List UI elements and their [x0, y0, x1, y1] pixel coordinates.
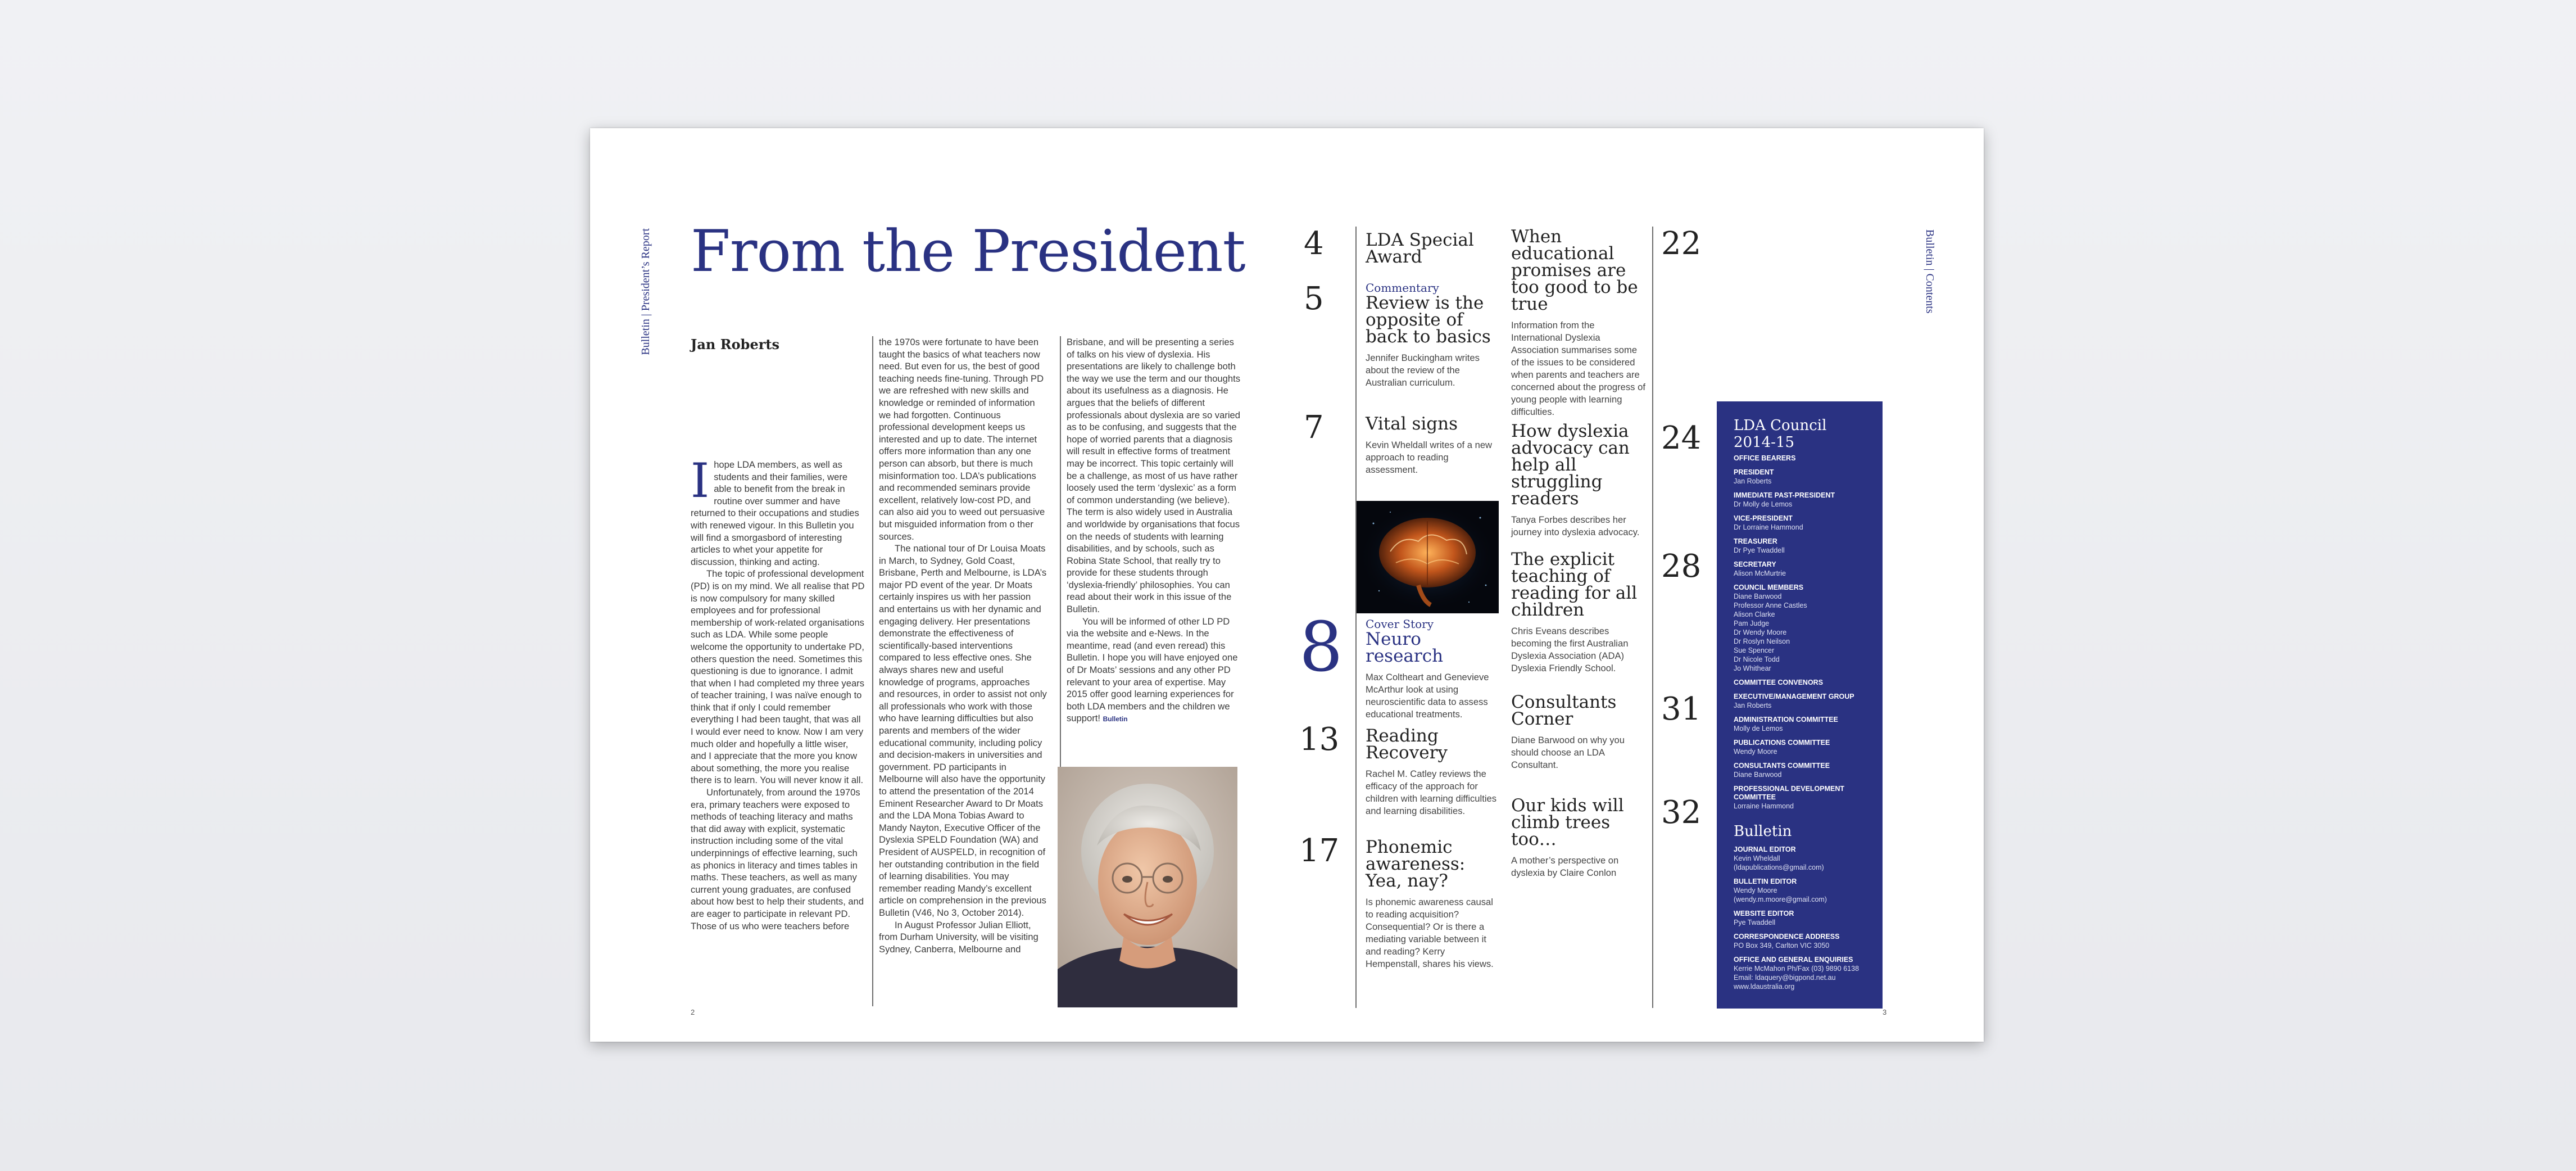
member-name: Pam Judge [1734, 620, 1770, 627]
council-title: LDA Council 2014-15 [1734, 417, 1827, 451]
entry-description: Chris Eveans describes becoming the first Australian Dyslexia Association (ADA) Dyslexia Friendly School. [1511, 626, 1629, 673]
page-title: From the President [691, 218, 1245, 285]
paragraph: You will be informed of other LD PD via the website and e-News. In the meantime, read (and even reread) this Bulletin. I hope you will have enjoyed one of Dr Moats’ sessions and any other PD relevant to your area of expertise. May 2015 offer good learning experiences for both LDA members and the children we support! [1067, 616, 1238, 724]
brain-image [1357, 501, 1499, 613]
role-heading: PRESIDENT [1734, 468, 1774, 476]
member-name: Alison McMurtrie [1734, 569, 1786, 577]
member-name: Dr Nicole Todd [1734, 655, 1780, 663]
contents-page-ref[interactable] [1661, 420, 1702, 456]
entry-page-number: 31 [1661, 691, 1702, 727]
council-roles [1734, 468, 1866, 811]
contents-page-ref[interactable] [1661, 691, 1702, 727]
article-column-2 [879, 336, 1047, 955]
entry-page-number: 24 [1661, 420, 1702, 456]
entry-description: Jennifer Buckingham writes about the review of the Australian curriculum. [1366, 352, 1480, 388]
member-name: Dr Lorraine Hammond [1734, 523, 1803, 531]
contents-entry[interactable] [1511, 694, 1646, 771]
member-name: Professor Anne Castles [1734, 602, 1807, 609]
role-heading: CONSULTANTS COMMITTEE [1734, 762, 1830, 770]
paragraph: hope LDA members, as well as students and their families, were able to benefit from the break in routine over summer and have returned to their occupations and studies with renewed vigour. In this Bulletin you will find a smorgasbord of interesting articles to whet your appetite for discussion, thinking and acting. [691, 459, 859, 567]
left-page-number: 2 [691, 1008, 695, 1016]
right-page-number: 3 [1883, 1008, 1887, 1016]
author-name: Jan Roberts [691, 336, 779, 352]
member-name: Jo Whithear [1734, 664, 1771, 672]
role-heading: PUBLICATIONS COMMITTEE [1734, 739, 1830, 747]
president-photo [1058, 767, 1237, 1007]
entry-description: Information from the International Dyslexia Association summarises some of the issues to be considered when parents and teachers are concerned about the progress of young people with learning difficulties. [1511, 320, 1645, 417]
role-heading: EXECUTIVE/MANAGEMENT GROUP [1734, 693, 1854, 700]
bulletin-signoff: Bulletin [1103, 715, 1128, 724]
role-heading: TREASURER [1734, 537, 1777, 545]
contents-divider [1652, 227, 1653, 1008]
right-side-label: Bulletin | Contents [1924, 229, 1936, 314]
entry-title: LDA Special Award [1366, 230, 1474, 267]
contents-divider [1355, 227, 1357, 1008]
role-heading: IMMEDIATE PAST-PRESIDENT [1734, 491, 1835, 499]
member-name: Jan Roberts [1734, 477, 1772, 485]
member-name: Email: ldaquery@bigpond.net.au [1734, 974, 1836, 982]
contents-entry[interactable] [1511, 551, 1646, 675]
member-name: Dr Wendy Moore [1734, 629, 1787, 636]
entry-title: Our kids will climb trees too… [1511, 795, 1624, 849]
contents-page-ref[interactable] [1661, 225, 1702, 262]
member-name: Jan Roberts [1734, 702, 1772, 709]
entry-description: Rachel M. Catley reviews the efficacy of the approach for children with learning difficulties and learning disabilities. [1366, 768, 1497, 816]
member-name: Lorraine Hammond [1734, 802, 1794, 810]
member-name: Kevin Wheldall [1734, 854, 1780, 862]
entry-title: Consultants Corner [1511, 692, 1617, 729]
council-panel [1717, 401, 1883, 1009]
magazine-spread [590, 128, 1984, 1042]
contents-entry[interactable] [1511, 797, 1646, 879]
member-name: Dr Molly de Lemos [1734, 500, 1793, 508]
entry-title: Reading Recovery [1366, 726, 1448, 763]
entry-title: Neuro research [1366, 629, 1444, 666]
member-name: Dr Roslyn Neilson [1734, 638, 1790, 645]
entry-title: How dyslexia advocacy can help all struggling readers [1511, 421, 1630, 509]
entry-page-number: 28 [1661, 548, 1702, 585]
member-name: Dr Pye Twaddell [1734, 546, 1785, 554]
office-bearers-heading: OFFICE BEARERS [1734, 454, 1796, 462]
paragraph: The topic of professional development (PD) is on my mind. We all realise that PD is now compulsory for many skilled employees and for professional membership of work-related organisations such as LDA. While some people welcome the opportunity to undertake PD, others question the need. Sometimes this questioning is due to ignorance. I admit that when I had completed my three years of teacher training, I was naïve enough to think that if only I could remember everything I had been taught, that was all I would ever need to know. Now I am very much older and hopefully a little wiser, and I appreciate that the more you know about something, the more you realise there is to learn. You will never know it all. [691, 568, 865, 786]
contents-page-ref[interactable] [1661, 548, 1702, 585]
bulletin-roles [1734, 846, 1866, 991]
entry-title: When educational promises are too good to be true [1511, 227, 1638, 314]
member-name: (ldapublications@gmail.com) [1734, 863, 1824, 871]
member-name: Diane Barwood [1734, 593, 1782, 600]
member-name: Kerrie McMahon Ph/Fax (03) 9890 6138 [1734, 965, 1860, 973]
role-heading: CORRESPONDENCE ADDRESS [1734, 933, 1840, 941]
entry-page-number: 7 [1304, 409, 1324, 446]
entry-title: The explicit teaching of reading for all children [1511, 549, 1638, 620]
paragraph: In August Professor Julian Elliott, from Durham University, will be visiting Sydney, Canberra, Melbourne and [879, 919, 1038, 955]
member-name: PO Box 349, Carlton VIC 3050 [1734, 942, 1830, 950]
bulletin-heading: Bulletin [1734, 823, 1792, 840]
contents-entry[interactable] [1511, 423, 1646, 539]
role-heading: BULLETIN EDITOR [1734, 878, 1797, 885]
member-name: Pye Twaddell [1734, 919, 1776, 926]
entry-title: Vital signs [1366, 414, 1458, 434]
entry-description: Max Coltheart and Genevieve McArthur look at using neuroscientific data to assess educational treatments. [1366, 672, 1489, 720]
left-side-label: Bulletin | President’s Report [640, 228, 652, 355]
member-name: Sue Spencer [1734, 646, 1775, 654]
entry-page-number: 32 [1661, 794, 1702, 831]
entry-page-number: 5 [1304, 281, 1324, 317]
entry-kicker: Cover Story [1366, 617, 1434, 631]
entry-description: A mother’s perspective on dyslexia by Claire Conlon [1511, 855, 1619, 878]
entry-description: Kevin Wheldall writes of a new approach to reading assessment. [1366, 440, 1493, 475]
member-name: Molly de Lemos [1734, 725, 1783, 733]
entry-kicker: Commentary [1366, 281, 1439, 295]
member-name: Wendy Moore (wendy.m.moore@gmail.com) [1734, 887, 1827, 903]
paragraph: Brisbane, and will be presenting a series of talks on his view of dyslexia. His presentations are likely to challenge both the way we use the term and our thoughts about its usefulness as a diagnosis. He argues that the beliefs of different professionals about dyslexia are so varied as to be confusing, and suggests that the hope of worried parents that a diagnosis will result in effective forms of treatment may be incorrect. This topic certainly will be a challenge, as most of us have rather loosely used the term ‘dyslexic’ as a form of common understanding (we believe). The term is also widely used in Australia and worldwide by organisations that focus on the needs of students with learning disabilities, and by schools, such as Robina State School, that really try to provide for these students through ‘dyslexia-friendly’ philosophies. You can read about their work in this issue of the Bulletin. [1067, 337, 1241, 615]
role-heading: COUNCIL MEMBERS [1734, 584, 1804, 591]
entry-title: Phonemic awareness: Yea, nay? [1366, 837, 1466, 891]
role-heading: JOURNAL EDITOR [1734, 846, 1796, 853]
entry-page-number: 13 [1299, 721, 1340, 758]
entry-page-number: 8 [1299, 607, 1343, 687]
role-heading: SECRETARY [1734, 560, 1776, 568]
drop-cap: I [691, 453, 710, 508]
member-name: Alison Clarke [1734, 611, 1775, 618]
entry-title: Review is the opposite of back to basics [1366, 293, 1491, 347]
paragraph: The national tour of Dr Louisa Moats in March, to Sydney, Gold Coast, Brisbane, Perth and Melbourne, is LDA’s major PD event of the year. Dr Moats certainly inspires us with her passion and entertains us with her dynamic and engaging delivery. Her presentations demonstrate the effectiveness of scientifically-based interventions compared to less effective ones. She always shares new and useful knowledge of programs, approaches and resources, in order to assist not only all professionals who work with those who have learning difficulties but also parents and members of the wider educational community, including policy and decision-makers in universities and government. PD participants in Melbourne will also have the opportunity to attend the presentation of the 2014 Eminent Researcher Award to Dr Moats and the LDA Mona Tobias Award to Mandy Nayton, Executive Officer of the Dyslexia SPELD Foundation (WA) and President of AUSPELD, in recognition of her outstanding contribution in the field of learning disabilities. You may remember reading Mandy’s excellent article on comprehension in the previous Bulletin (V46, No 3, October 2014). [879, 543, 1047, 918]
member-name: Wendy Moore [1734, 748, 1777, 756]
member-name: Diane Barwood [1734, 771, 1782, 779]
contents-entry[interactable] [1511, 228, 1646, 418]
entry-description: Tanya Forbes describes her journey into dyslexia advocacy. [1511, 514, 1640, 537]
paragraph: Unfortunately, from around the 1970s era, primary teachers were exposed to methods of teaching literacy and maths that did away with explicit, systematic instruction including some of the vital underpinnings of effective learning, such as phonics in literacy and times tables in maths. These teachers, as well as many current young graduates, are confused about how best to help their students, and are eager to participate in relevant PD. Those of us who were teachers before [691, 787, 864, 932]
article-column-1 [691, 453, 865, 932]
contents-page-ref[interactable] [1661, 794, 1702, 831]
article-column-3 [1067, 336, 1241, 726]
role-heading: OFFICE AND GENERAL ENQUIRIES [1734, 956, 1853, 964]
role-heading: WEBSITE EDITOR [1734, 910, 1794, 917]
entry-page-number: 4 [1304, 225, 1324, 262]
entry-page-number: 17 [1299, 833, 1340, 869]
role-heading: PROFESSIONAL DEVELOPMENT COMMITTEE [1734, 785, 1845, 801]
entry-description: Diane Barwood on why you should choose an LDA Consultant. [1511, 735, 1625, 770]
paragraph: the 1970s were fortunate to have been taught the basics of what teachers now need. But even for us, the best of good teaching needs fine-tuning. Through PD we are refreshed with new skills and knowledge or reminded of information we had forgotten. Continuous professional development keeps us interested and up to date. The internet offers more information than any one person can absorb, but there is much misinformation too. LDA’s publications and recommended seminars provide excellent, relatively low-cost PD, and can also aid you to weed out persuasive but misguided information from o ther sources. [879, 337, 1045, 542]
role-heading: COMMITTEE CONVENORS [1734, 679, 1824, 686]
column-divider [872, 336, 873, 1006]
entry-description: Is phonemic awareness causal to reading acquisition? Consequential? Or is there a mediating variable between it and reading? Kerry Hempenstall, shares his views. [1366, 897, 1494, 969]
entry-page-number: 22 [1661, 225, 1702, 262]
role-heading: ADMINISTRATION COMMITTEE [1734, 716, 1838, 724]
member-name: www.ldaustralia.org [1734, 983, 1795, 991]
role-heading: VICE-PRESIDENT [1734, 514, 1793, 522]
